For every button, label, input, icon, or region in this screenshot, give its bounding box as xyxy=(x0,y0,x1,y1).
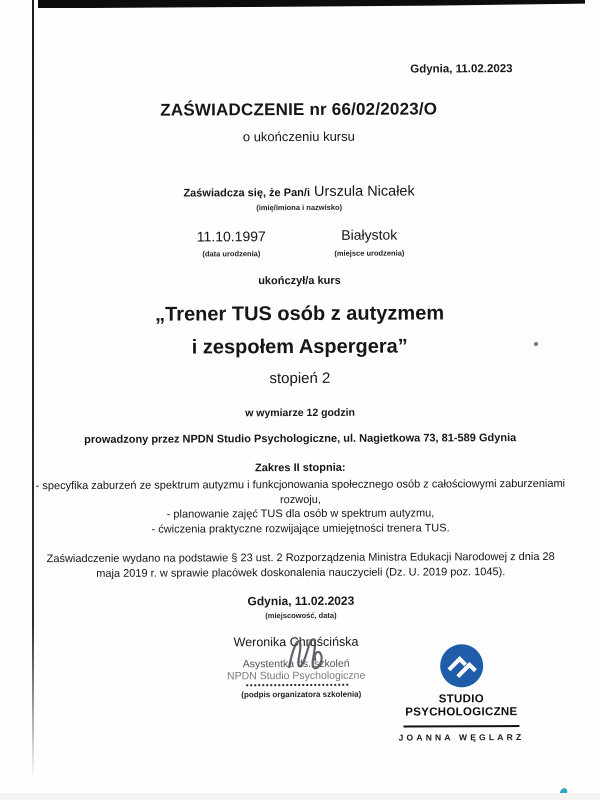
birth-place: Białystok xyxy=(341,226,398,243)
logo-text-line1: STUDIO xyxy=(438,693,484,706)
scope-item: - specyfika zaburzeń ze spektrum autyzmu i funkcjonowania społecznego osób z całościowymi zaburzeniami rozwoju, xyxy=(35,477,566,506)
birth-date-caption: (data urodzenia) xyxy=(202,249,261,259)
legal-basis: Zaświadczenie wydano na podstawie § 23 ust. 2 Rozporządzenia Ministra Edukacji Narodowej z dnia 28 maja 2019 r. w sprawie placówek doskonalenia nauczycieli (Dz. U. 2019 poz. 1045). xyxy=(46,550,555,580)
name-caption: (imię/imiona i nazwisko) xyxy=(256,202,343,213)
place-and-date: Gdynia, 11.02.2023 xyxy=(247,593,355,609)
course-title-line1: „Trener TUS osób z autyzmem xyxy=(155,302,445,326)
course-title-line2: i zespołem Aspergera” xyxy=(191,335,408,359)
signer-name: Weronika Chruścińska xyxy=(233,634,359,650)
certify-line xyxy=(0,182,599,203)
person-name: Urszula Nicałek xyxy=(313,183,415,200)
scope-items xyxy=(30,477,570,537)
place-date-caption: (miejscowość, data) xyxy=(265,610,337,621)
issue-date-top: Gdynia, 11.02.2023 xyxy=(410,63,513,76)
signature-caption: (podpis organizatora szkolenia) xyxy=(241,689,362,700)
certificate-title: ZAŚWIADCZENIE nr 66/02/2023/O xyxy=(160,99,438,120)
signer-role: Asystentka ds. szkoleń xyxy=(242,657,350,671)
certificate-subtitle: o ukończeniu kursu xyxy=(242,128,355,145)
logo-circle-icon xyxy=(439,643,484,688)
logo-divider xyxy=(403,725,519,728)
logo-owner-name: JOANNA WĘGLARZ xyxy=(398,732,525,743)
certify-prefix: Zaświadcza się, że Pan/i xyxy=(183,186,311,200)
logo-text-line2: PSYCHOLOGICZNE xyxy=(405,706,518,719)
scope-title: Zakres II stopnia: xyxy=(255,461,346,475)
course-level: stopień 2 xyxy=(269,369,331,388)
studio-psychologiczne-logo xyxy=(393,643,529,743)
scope-item: - ćwiczenia praktyczne rozwijające umiejętności trenera TUS. xyxy=(151,521,450,536)
birth-date: 11.10.1997 xyxy=(196,228,266,245)
signer-organization: NPDN Studio Psychologiczne xyxy=(227,669,366,683)
course-hours: w wymiarze 12 godzin xyxy=(245,406,355,420)
provider-line: prowadzony przez NPDN Studio Psychologiczne, ul. Nagietkowa 73, 81-589 Gdynia xyxy=(84,432,517,446)
signature-dotted-line xyxy=(246,684,348,686)
scope-item: - planowanie zajęć TUS dla osób w spektrum autyzmu, xyxy=(166,507,435,521)
completed-label: ukończył/a kurs xyxy=(258,274,341,288)
birth-place-caption: (miejsce urodzenia) xyxy=(334,248,405,258)
